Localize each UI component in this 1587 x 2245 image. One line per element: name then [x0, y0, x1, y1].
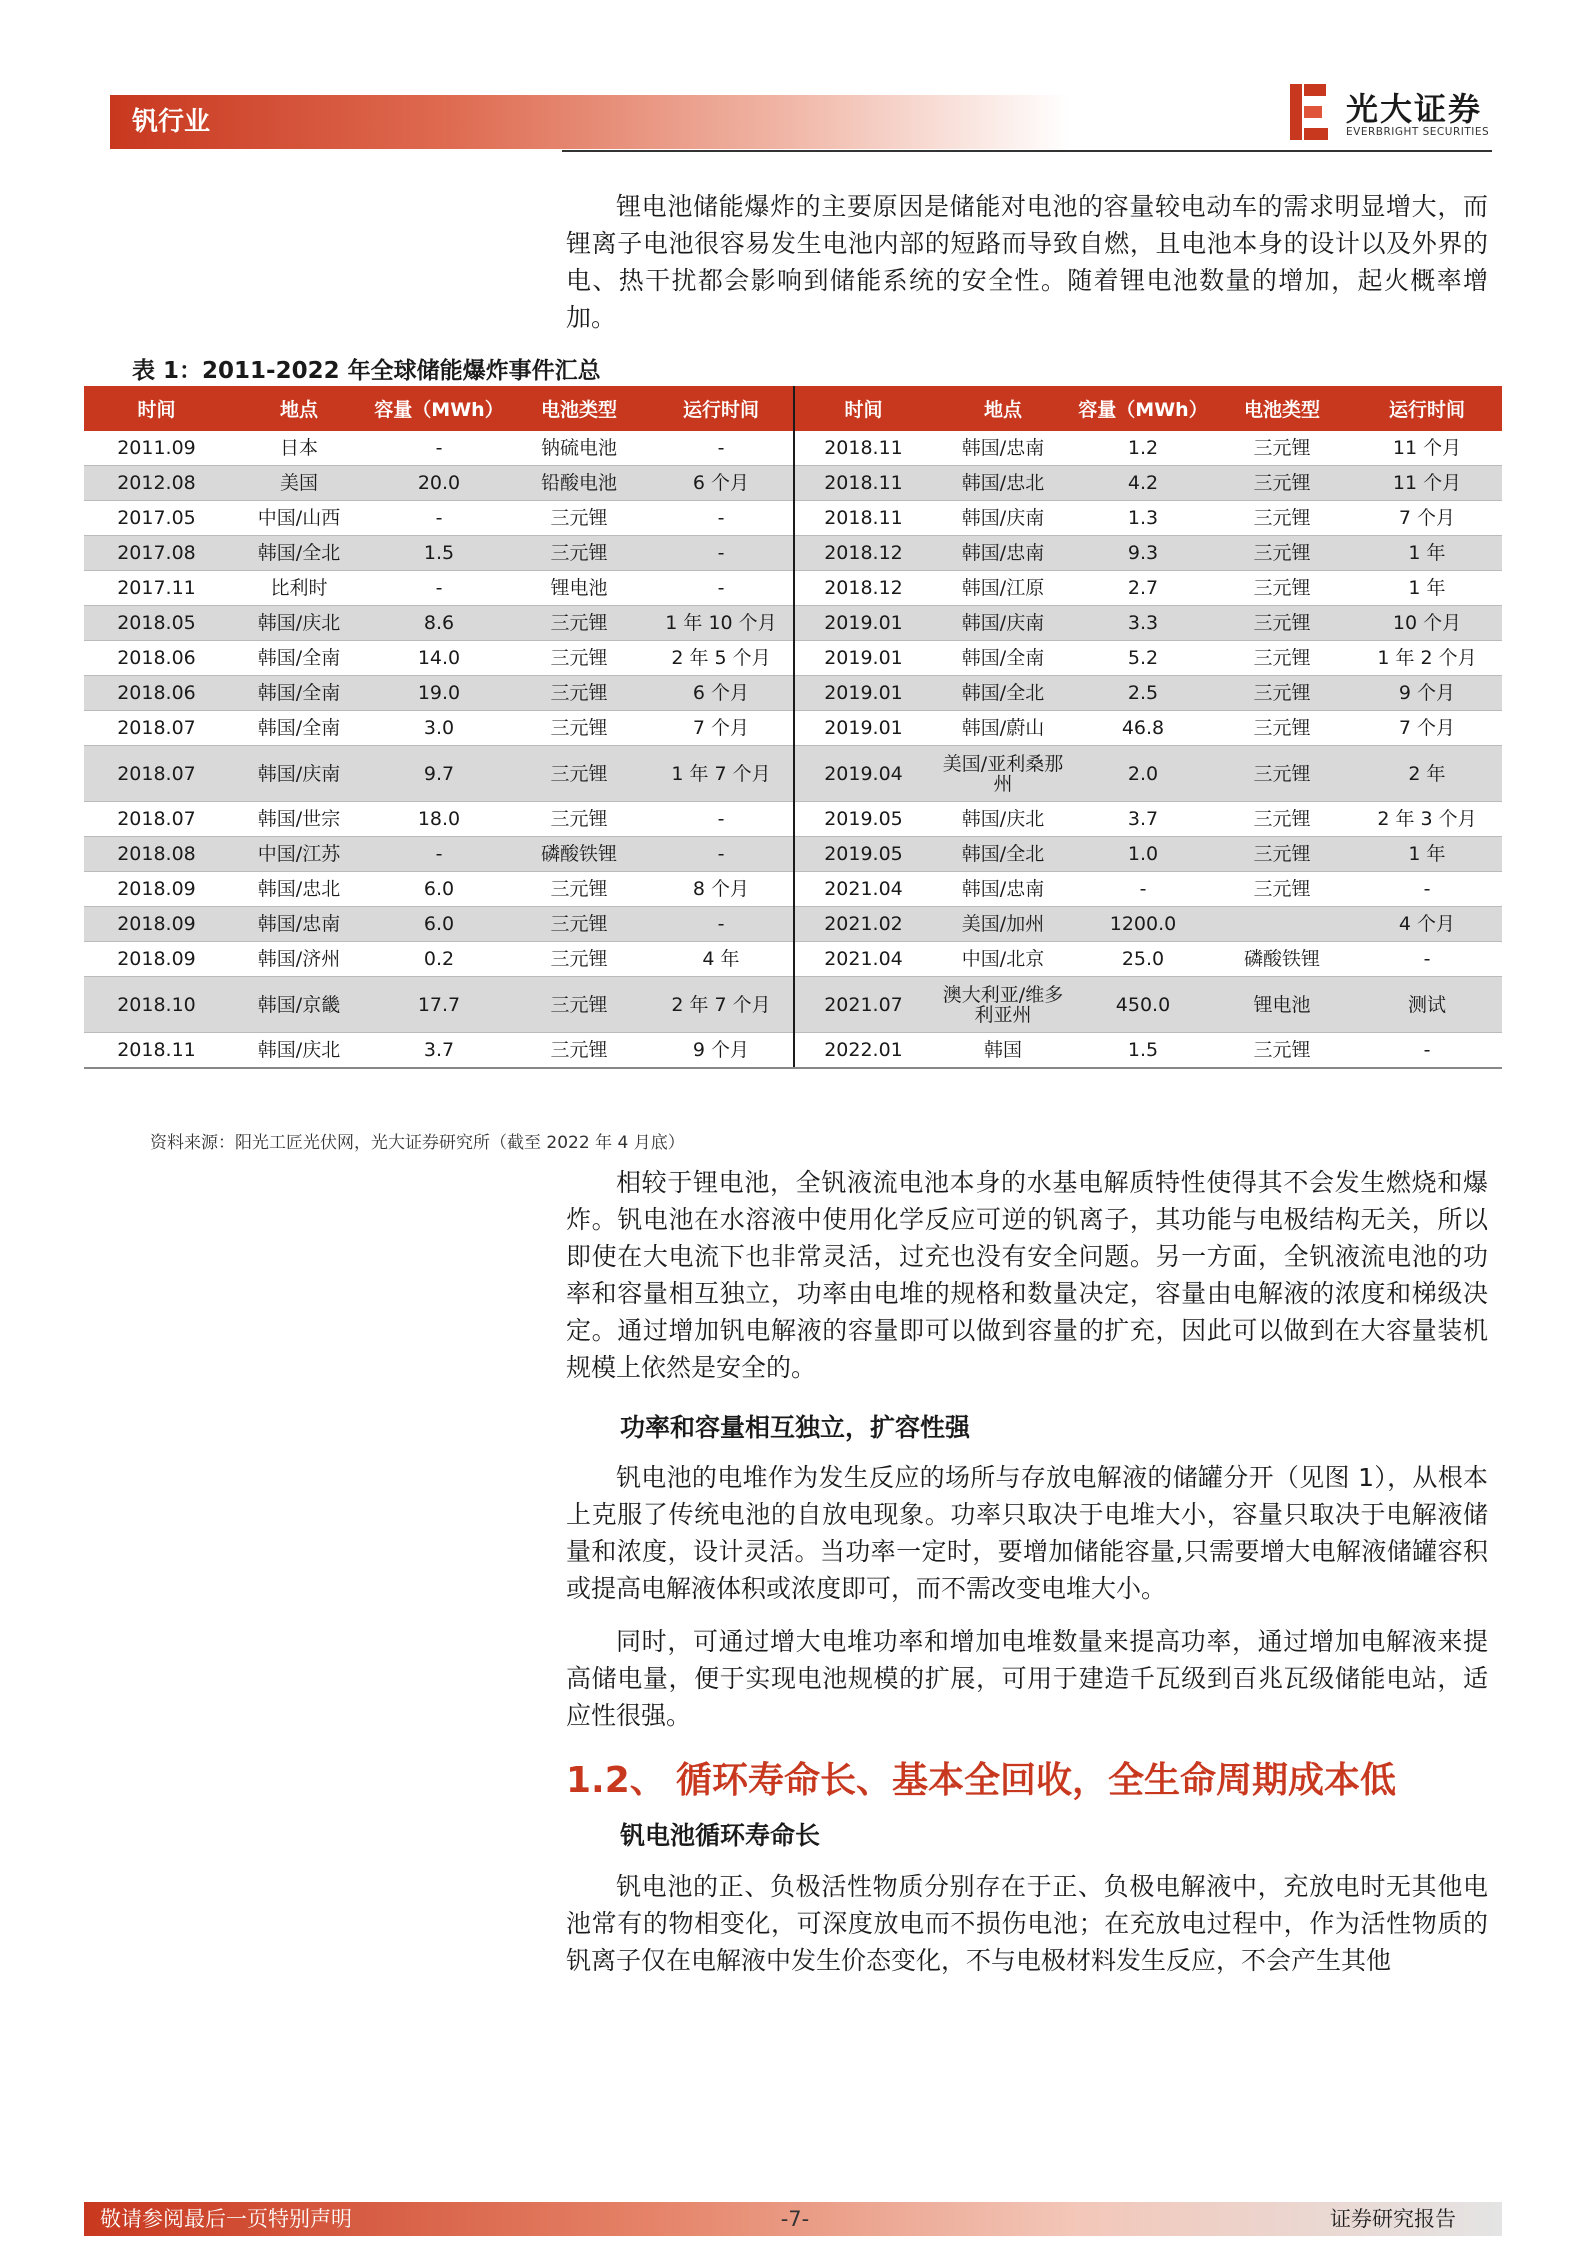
table-cell: -	[369, 431, 509, 466]
table-cell: 6 个月	[649, 676, 794, 711]
table-cell: 2018.09	[84, 942, 229, 977]
table-cell: 锂电池	[509, 571, 649, 606]
table-row	[84, 641, 1502, 676]
table-row	[84, 802, 1502, 837]
table-cell: 19.0	[369, 676, 509, 711]
table-cell: -	[649, 802, 794, 837]
table-row	[84, 431, 1502, 466]
table-cell: 1.3	[1074, 501, 1212, 536]
table-cell: 2019.01	[794, 606, 932, 641]
table-row	[84, 606, 1502, 641]
header-band	[110, 95, 1070, 149]
table-cell: 9.7	[369, 746, 509, 802]
table-cell: 三元锂	[509, 907, 649, 942]
table-cell: 2012.08	[84, 466, 229, 501]
table-cell: 1 年	[1352, 837, 1502, 872]
table-cell: 5.2	[1074, 641, 1212, 676]
table-cell: 2018.11	[794, 466, 932, 501]
table-cell: 韩国/全南	[932, 641, 1074, 676]
table-cell: 2021.04	[794, 942, 932, 977]
table-cell: 三元锂	[1212, 536, 1352, 571]
table-cell: 澳大利亚/维多利亚州	[932, 977, 1074, 1033]
table-cell: 14.0	[369, 641, 509, 676]
table-cell: 三元锂	[509, 802, 649, 837]
table-cell: 测试	[1352, 977, 1502, 1033]
table-cell: 2019.04	[794, 746, 932, 802]
table-cell: 韩国/全北	[932, 837, 1074, 872]
table-cell: 17.7	[369, 977, 509, 1033]
table-cell: 2018.05	[84, 606, 229, 641]
logo	[1290, 80, 1520, 144]
table-cell: 2018.07	[84, 711, 229, 746]
table-cell: 2019.05	[794, 837, 932, 872]
table-cell: 1 年	[1352, 571, 1502, 606]
header-rule	[562, 150, 1492, 152]
table-cell: 中国/江苏	[229, 837, 369, 872]
table-cell: -	[369, 837, 509, 872]
table-cell: 三元锂	[1212, 571, 1352, 606]
section-label: 钒行业	[132, 107, 211, 137]
table-cell: -	[649, 907, 794, 942]
table-cell: 三元锂	[1212, 466, 1352, 501]
table-header-row	[84, 386, 1502, 431]
table-cell: 2019.01	[794, 711, 932, 746]
table-cell: 美国	[229, 466, 369, 501]
table-row	[84, 942, 1502, 977]
table-cell: 4.2	[1074, 466, 1212, 501]
table-cell: 2019.05	[794, 802, 932, 837]
table-cell: 7 个月	[1352, 711, 1502, 746]
table-cell: 韩国/忠北	[229, 872, 369, 907]
table-cell: -	[649, 837, 794, 872]
table-cell: 韩国/忠南	[229, 907, 369, 942]
table-cell: 三元锂	[1212, 802, 1352, 837]
header-cell: 时间	[84, 386, 229, 431]
table-cell: 韩国/忠南	[932, 872, 1074, 907]
paragraph-intro: 锂电池储能爆炸的主要原因是储能对电池的容量较电动车的需求明显增大，而锂离子电池很容易发生电池内部的短路而导致自燃，且电池本身的设计以及外界的电、热干扰都会影响到储能系统的安全性。随着锂电池数量的增加，起火概率增加。	[566, 192, 1488, 332]
table-cell: 钠硫电池	[509, 431, 649, 466]
table-cell: 三元锂	[1212, 711, 1352, 746]
table-cell: 2018.09	[84, 872, 229, 907]
table-cell: 2.7	[1074, 571, 1212, 606]
table-cell: -	[1352, 1033, 1502, 1069]
table-cell: 10 个月	[1352, 606, 1502, 641]
table-cell: 中国/山西	[229, 501, 369, 536]
table-cell: 2021.02	[794, 907, 932, 942]
table-cell: 韩国/庆南	[932, 606, 1074, 641]
table-cell: 三元锂	[1212, 676, 1352, 711]
table-cell: -	[649, 536, 794, 571]
table-cell: 11 个月	[1352, 466, 1502, 501]
header-cell: 地点	[229, 386, 369, 431]
table-cell: 三元锂	[509, 641, 649, 676]
table-row	[84, 837, 1502, 872]
table-cell: 三元锂	[509, 676, 649, 711]
table-cell: 9 个月	[649, 1033, 794, 1069]
logo-text-en: EVERBRIGHT SECURITIES	[1346, 126, 1490, 138]
table-cell: 日本	[229, 431, 369, 466]
table-cell: 中国/北京	[932, 942, 1074, 977]
section-heading	[566, 1752, 1396, 1803]
table-row	[84, 746, 1502, 802]
table-cell: 三元锂	[509, 872, 649, 907]
table-row	[84, 711, 1502, 746]
events-table	[84, 386, 1502, 1069]
section-number: 1.2、	[566, 1760, 666, 1801]
header-cell: 电池类型	[509, 386, 649, 431]
table-cell: 2018.07	[84, 746, 229, 802]
table-cell: 锂电池	[1212, 977, 1352, 1033]
table-cell: 三元锂	[1212, 501, 1352, 536]
table-row	[84, 977, 1502, 1033]
table-cell: 韩国/庆南	[229, 746, 369, 802]
table-cell: 2018.10	[84, 977, 229, 1033]
table-cell: 8 个月	[649, 872, 794, 907]
table-row	[84, 1033, 1502, 1069]
table-cell: 46.8	[1074, 711, 1212, 746]
table-cell: -	[1074, 872, 1212, 907]
table-cell: 1.5	[1074, 1033, 1212, 1069]
table-cell: 1.2	[1074, 431, 1212, 466]
page-number: -7-	[780, 2207, 810, 2231]
table-cell: 2018.11	[794, 431, 932, 466]
table-cell: 2017.05	[84, 501, 229, 536]
header-cell: 时间	[794, 386, 932, 431]
table-cell: 三元锂	[509, 1033, 649, 1069]
table-cell: 三元锂	[1212, 837, 1352, 872]
paragraph-stack: 钒电池的电堆作为发生反应的场所与存放电解液的储罐分开（见图 1），从根本上克服了传统电池的自放电现象。功率只取决于电堆大小，容量只取决于电解液储量和浓度，设计灵活。当功率一定时，要增加储能容量,只需要增大电解液储罐容积或提高电解液体积或浓度即可，而不需改变电堆大小。	[566, 1463, 1488, 1603]
header-cell: 电池类型	[1212, 386, 1352, 431]
table-row	[84, 907, 1502, 942]
table-row	[84, 536, 1502, 571]
table-row	[84, 501, 1502, 536]
header-cell: 容量（MWh）	[1074, 386, 1212, 431]
table-cell: 2.5	[1074, 676, 1212, 711]
table-cell: 韩国/忠北	[932, 466, 1074, 501]
table-cell: 韩国/济州	[229, 942, 369, 977]
table-cell: 2 年 5 个月	[649, 641, 794, 676]
table-cell: 铅酸电池	[509, 466, 649, 501]
table-cell: 磷酸铁锂	[1212, 942, 1352, 977]
table-row	[84, 676, 1502, 711]
table-cell: 2 年 3 个月	[1352, 802, 1502, 837]
table-cell: 8.6	[369, 606, 509, 641]
everbright-logo-icon	[1290, 84, 1330, 140]
table-cell: 美国/亚利桑那州	[932, 746, 1074, 802]
table-cell: 2018.12	[794, 536, 932, 571]
subheading-cycle-life: 钒电池循环寿命长	[620, 1821, 821, 1850]
table-cell: 9.3	[1074, 536, 1212, 571]
table-cell: 2018.11	[794, 501, 932, 536]
table-cell: 6.0	[369, 907, 509, 942]
table-title: 表 1：2011-2022 年全球储能爆炸事件汇总	[132, 358, 601, 384]
table-cell: 2019.01	[794, 641, 932, 676]
table-cell: 2011.09	[84, 431, 229, 466]
table-cell: 3.7	[1074, 802, 1212, 837]
table-cell: 3.3	[1074, 606, 1212, 641]
table-cell: 2017.11	[84, 571, 229, 606]
table-cell: 韩国/蔚山	[932, 711, 1074, 746]
table-cell: -	[649, 501, 794, 536]
table-cell: 三元锂	[509, 606, 649, 641]
table-cell: 1.5	[369, 536, 509, 571]
table-cell: 三元锂	[1212, 1033, 1352, 1069]
logo-text-cn: 光大证券	[1346, 90, 1483, 128]
table-cell: 2.0	[1074, 746, 1212, 802]
table-row	[84, 466, 1502, 501]
section-title: 循环寿命长、基本全回收，全生命周期成本低	[676, 1760, 1397, 1801]
table-cell: 2018.08	[84, 837, 229, 872]
table-cell: 三元锂	[509, 746, 649, 802]
table-cell: 2018.12	[794, 571, 932, 606]
table-cell: 1.0	[1074, 837, 1212, 872]
table-cell: 比利时	[229, 571, 369, 606]
table-cell: 韩国/忠南	[932, 431, 1074, 466]
table-cell: -	[1352, 872, 1502, 907]
table-cell: 三元锂	[509, 977, 649, 1033]
footer-disclaimer: 敬请参阅最后一页特别声明	[100, 2207, 352, 2231]
table-cell: 2019.01	[794, 676, 932, 711]
header-cell: 容量（MWh）	[369, 386, 509, 431]
table-cell: 韩国/庆北	[229, 1033, 369, 1069]
paragraph-cycle-life: 钒电池的正、负极活性物质分别存在于正、负极电解液中，充放电时无其他电池常有的物相变化，可深度放电而不损伤电池；在充放电过程中，作为活性物质的钒离子仅在电解液中发生价态变化，不与电极材料发生反应，不会产生其他	[566, 1872, 1488, 1975]
table-cell: 三元锂	[509, 536, 649, 571]
table-cell: 韩国/全南	[229, 641, 369, 676]
table-cell: 2021.04	[794, 872, 932, 907]
table-cell: 韩国/京畿	[229, 977, 369, 1033]
table-cell: 1200.0	[1074, 907, 1212, 942]
table-cell: -	[649, 571, 794, 606]
table-cell: 韩国	[932, 1033, 1074, 1069]
table-cell: 三元锂	[1212, 746, 1352, 802]
table-cell: 1 年 2 个月	[1352, 641, 1502, 676]
table-cell: 7 个月	[649, 711, 794, 746]
table-cell: 韩国/全南	[229, 676, 369, 711]
table-cell: 2 年 7 个月	[649, 977, 794, 1033]
table-cell: 7 个月	[1352, 501, 1502, 536]
table-cell: 2 年	[1352, 746, 1502, 802]
table-cell: 0.2	[369, 942, 509, 977]
table-cell: 450.0	[1074, 977, 1212, 1033]
paragraph-expansion: 同时，可通过增大电堆功率和增加电堆数量来提高功率，通过增加电解液来提高储电量，便于实现电池规模的扩展，可用于建造千瓦级到百兆瓦级储能电站，适应性很强。	[566, 1627, 1488, 1730]
table-cell: 韩国/忠南	[932, 536, 1074, 571]
table-cell: 韩国/庆北	[229, 606, 369, 641]
table-cell: 1 年 7 个月	[649, 746, 794, 802]
table-cell: 三元锂	[1212, 606, 1352, 641]
table-cell: 2018.06	[84, 676, 229, 711]
table-cell: 1 年 10 个月	[649, 606, 794, 641]
table-cell: 2021.07	[794, 977, 932, 1033]
table-row	[84, 571, 1502, 606]
table-cell: 三元锂	[1212, 872, 1352, 907]
table-cell: 1 年	[1352, 536, 1502, 571]
table-cell: 11 个月	[1352, 431, 1502, 466]
table-cell: 三元锂	[1212, 641, 1352, 676]
table-cell: 美国/加州	[932, 907, 1074, 942]
table-cell: 磷酸铁锂	[509, 837, 649, 872]
subheading-power-capacity: 功率和容量相互独立，扩容性强	[620, 1413, 971, 1442]
table-cell: 2018.07	[84, 802, 229, 837]
table-cell: 6 个月	[649, 466, 794, 501]
table-source: 资料来源：阳光工匠光伏网，光大证券研究所（截至 2022 年 4 月底）	[150, 1133, 685, 1153]
table-cell: 三元锂	[509, 942, 649, 977]
table-cell: -	[369, 571, 509, 606]
table-cell: 三元锂	[1212, 431, 1352, 466]
table-cell	[1212, 907, 1352, 942]
table-cell: 韩国/江原	[932, 571, 1074, 606]
table-cell: 2018.11	[84, 1033, 229, 1069]
table-cell: 9 个月	[1352, 676, 1502, 711]
table-cell: 韩国/全北	[932, 676, 1074, 711]
header-cell: 地点	[932, 386, 1074, 431]
table-cell: 25.0	[1074, 942, 1212, 977]
table-cell: 2017.08	[84, 536, 229, 571]
table-cell: 韩国/世宗	[229, 802, 369, 837]
table-cell: 18.0	[369, 802, 509, 837]
table-cell: 韩国/全南	[229, 711, 369, 746]
table-cell: 3.0	[369, 711, 509, 746]
table-cell: 4 个月	[1352, 907, 1502, 942]
table-cell: 3.7	[369, 1033, 509, 1069]
header-cell: 运行时间	[1352, 386, 1502, 431]
table-cell: 20.0	[369, 466, 509, 501]
table-cell: 6.0	[369, 872, 509, 907]
table-cell: 2022.01	[794, 1033, 932, 1069]
table-cell: -	[1352, 942, 1502, 977]
table-cell: 韩国/庆南	[932, 501, 1074, 536]
table-cell: 2018.09	[84, 907, 229, 942]
table-cell: 2018.06	[84, 641, 229, 676]
header-cell: 运行时间	[649, 386, 794, 431]
table-row	[84, 872, 1502, 907]
table-cell: -	[369, 501, 509, 536]
table-cell: 韩国/全北	[229, 536, 369, 571]
paragraph-comparison: 相较于锂电池，全钒液流电池本身的水基电解质特性使得其不会发生燃烧和爆炸。钒电池在水溶液中使用化学反应可逆的钒离子，其功能与电极结构无关，所以即使在大电流下也非常灵活，过充也没有安全问题。另一方面，全钒液流电池的功率和容量相互独立，功率由电堆的规格和数量决定，容量由电解液的浓度和梯级决定。通过增加钒电解液的容量即可以做到容量的扩充，因此可以做到在大容量装机规模上依然是安全的。	[566, 1168, 1488, 1382]
table-cell: 三元锂	[509, 501, 649, 536]
table-cell: -	[649, 431, 794, 466]
table-cell: 韩国/庆北	[932, 802, 1074, 837]
table-cell: 三元锂	[509, 711, 649, 746]
footer-report-type: 证券研究报告	[1330, 2207, 1456, 2231]
table-cell: 4 年	[649, 942, 794, 977]
